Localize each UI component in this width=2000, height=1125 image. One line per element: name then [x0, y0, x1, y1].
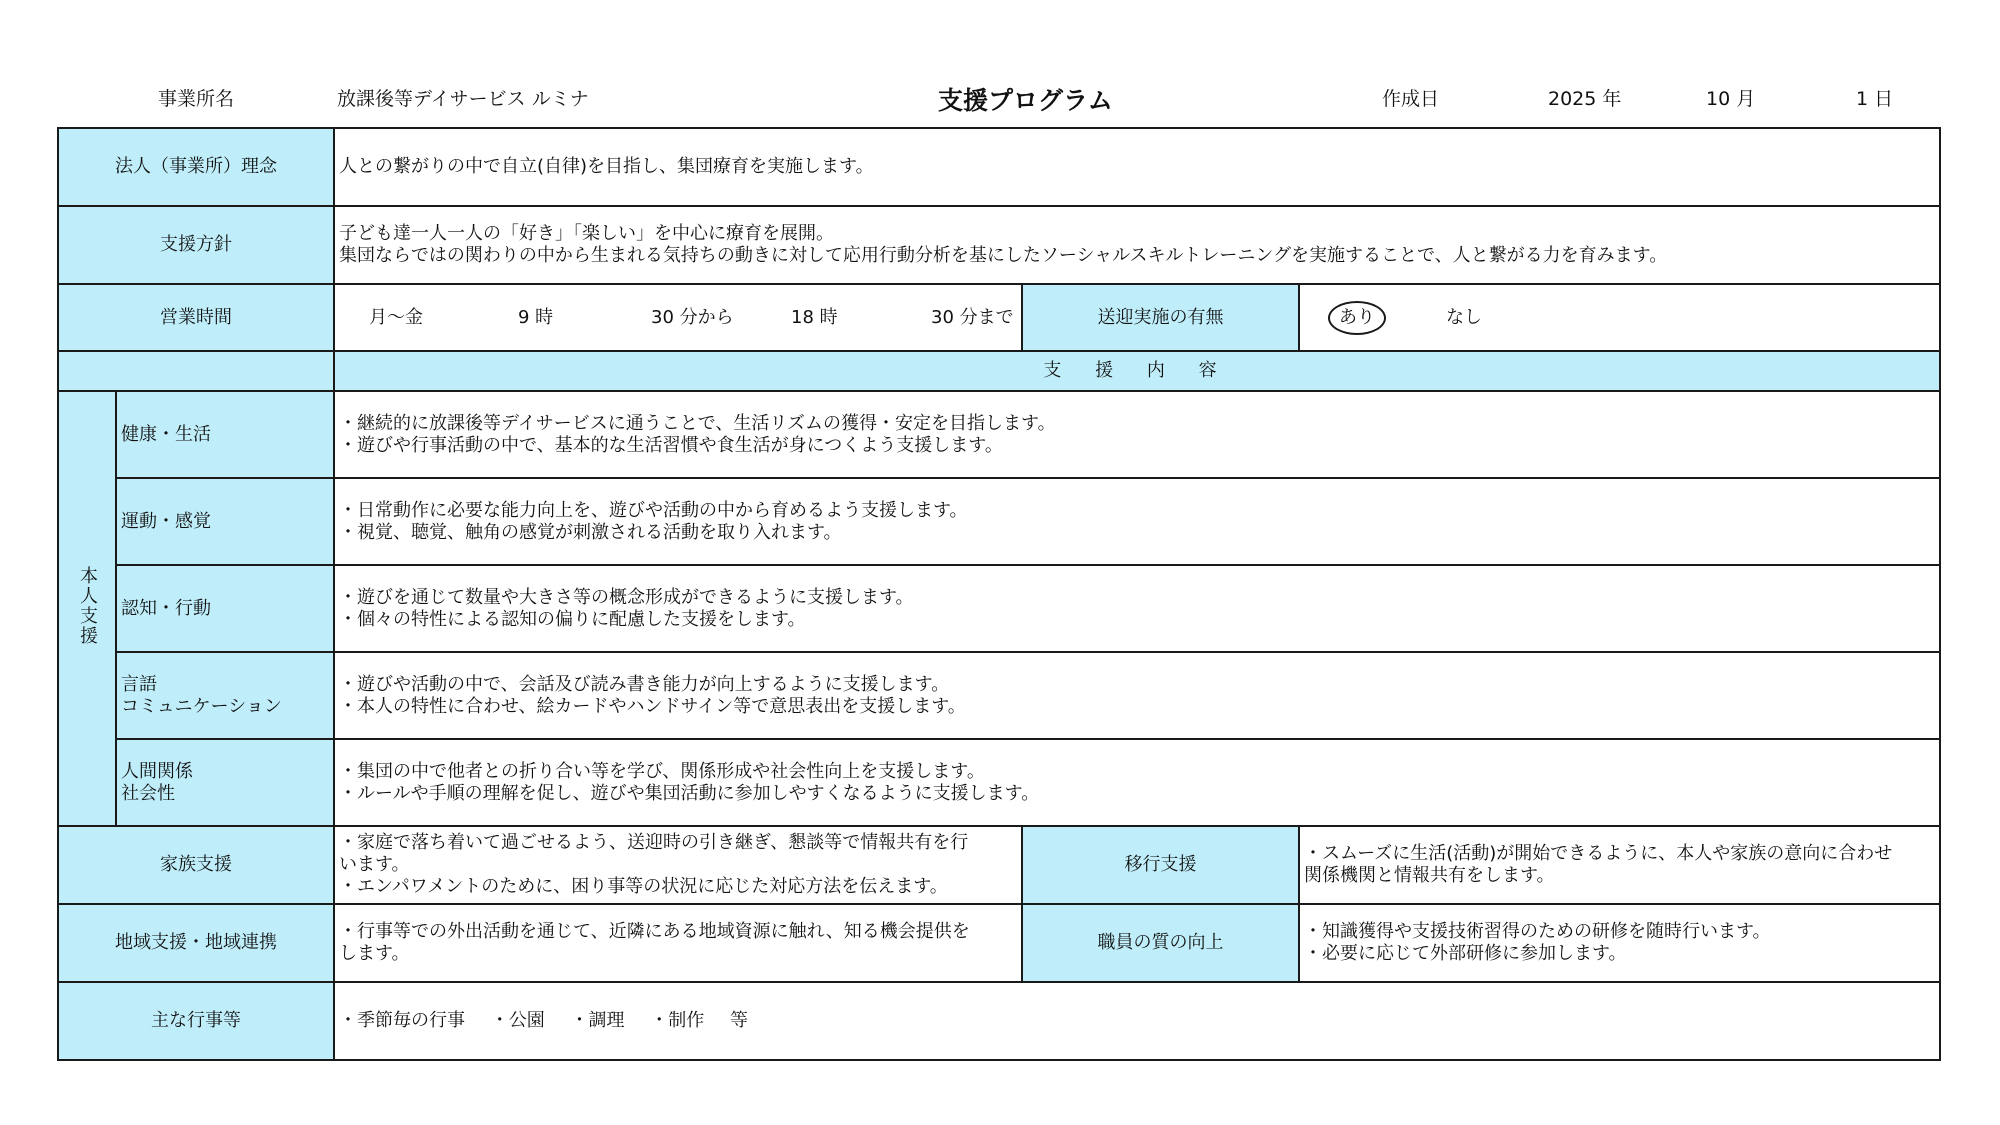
- personal-support-group-label: 本人支援: [58, 391, 116, 826]
- policy-text: [334, 206, 1940, 284]
- philosophy-label: 法人（事業所）理念: [58, 128, 334, 206]
- events-row: [58, 982, 1940, 1060]
- event-item: ・公園: [490, 1010, 545, 1031]
- cognition-behavior-label: 認知・行動: [116, 565, 334, 652]
- philosophy-text: 人との繋がりの中で自立(自律)を目指し、集団療育を実施します。: [334, 128, 1940, 206]
- created-year: 2025 年: [1548, 88, 1622, 110]
- event-item: 等: [729, 1010, 748, 1031]
- page-title: 支援プログラム: [938, 86, 1113, 115]
- transport-value: [1299, 284, 1940, 351]
- support-content-header-row: [58, 351, 1940, 391]
- hours-days: 月～金: [369, 306, 423, 328]
- policy-line-1: 子ども達一人一人の「好き」「楽しい」を中心に療育を展開。: [339, 223, 834, 244]
- motor-sense-label: 運動・感覚: [116, 478, 334, 565]
- transport-no: なし: [1446, 306, 1482, 328]
- family-transition-row: [58, 826, 1940, 904]
- personal-row-social: [58, 739, 1940, 826]
- health-life-text: ・継続的に放課後等デイサービスに通うことで、生活リズムの獲得・安定を目指します。 ・遊びや行事活動の中で、基本的な生活習慣や食生活が身につくよう支援します。: [334, 391, 1940, 478]
- personal-row-language: [58, 652, 1940, 739]
- hours-start-hour: 9 時: [518, 306, 554, 328]
- personal-row-health: [58, 391, 1940, 478]
- support-program-table: [57, 127, 1941, 1061]
- transition-support-label: 移行支援: [1022, 826, 1299, 904]
- hours-start-minute: 30 分から: [651, 306, 734, 328]
- language-communication-label: 言語 コミュニケーション: [116, 652, 334, 739]
- created-date-label: 作成日: [1382, 88, 1440, 110]
- philosophy-row: [58, 128, 1940, 206]
- community-staff-row: [58, 904, 1940, 982]
- events-label: 主な行事等: [58, 982, 334, 1060]
- family-support-text: ・家庭で落ち着いて過ごせるよう、送迎時の引き継ぎ、懇談等で情報共有を行 います。 ・エンパワメントのために、困り事等の状況に応じた対応方法を伝えます。: [334, 826, 1022, 904]
- family-support-label: 家族支援: [58, 826, 334, 904]
- language-communication-text: ・遊びや活動の中で、会話及び読み書き能力が向上するように支援します。 ・本人の特性に合わせ、絵カードやハンドサイン等で意思表出を支援します。: [334, 652, 1940, 739]
- support-content-header: 支 援 内 容: [334, 351, 1940, 391]
- transition-support-text: ・スムーズに生活(活動)が開始できるように、本人や家族の意向に合わせ 関係機関と情報共有をします。: [1299, 826, 1940, 904]
- hours-row: [58, 284, 1940, 351]
- hours-end-hour: 18 時: [791, 306, 838, 328]
- motor-sense-text: ・日常動作に必要な能力向上を、遊びや活動の中から育めるよう支援します。 ・視覚、聴覚、触角の感覚が刺激される活動を取り入れます。: [334, 478, 1940, 565]
- hours-label: 営業時間: [58, 284, 334, 351]
- policy-line-2: 集団ならではの関わりの中から生まれる気持ちの動きに対して応用行動分析を基にしたソーシャルスキルトレーニングを実施することで、人と繋がる力を育みます。: [339, 245, 1668, 266]
- staff-quality-label: 職員の質の向上: [1022, 904, 1299, 982]
- event-item: ・制作: [650, 1010, 705, 1031]
- events-text: [334, 982, 1940, 1060]
- office-name-label: 事業所名: [158, 88, 235, 110]
- community-support-label: 地域支援・地域連携: [58, 904, 334, 982]
- policy-label: 支援方針: [58, 206, 334, 284]
- transport-label: 送迎実施の有無: [1022, 284, 1299, 351]
- event-item: ・調理: [570, 1010, 625, 1031]
- created-day: 1 日: [1856, 88, 1894, 110]
- created-month: 10 月: [1706, 88, 1756, 110]
- hours-end-minute: 30 分まで: [931, 306, 1014, 328]
- relationships-social-label: 人間関係 社会性: [116, 739, 334, 826]
- personal-row-motor: [58, 478, 1940, 565]
- support-content-header-blank: [58, 351, 334, 391]
- policy-row: [58, 206, 1940, 284]
- transport-yes-circled: あり: [1328, 301, 1386, 335]
- office-name-value: 放課後等デイサービス ルミナ: [337, 88, 589, 110]
- cognition-behavior-text: ・遊びを通じて数量や大きさ等の概念形成ができるように支援します。 ・個々の特性による認知の偏りに配慮した支援をします。: [334, 565, 1940, 652]
- personal-row-cognition: [58, 565, 1940, 652]
- relationships-social-text: ・集団の中で他者との折り合い等を学び、関係形成や社会性向上を支援します。 ・ルールや手順の理解を促し、遊びや集団活動に参加しやすくなるように支援します。: [334, 739, 1940, 826]
- staff-quality-text: ・知識獲得や支援技術習得のための研修を随時行います。 ・必要に応じて外部研修に参加します。: [1299, 904, 1940, 982]
- health-life-label: 健康・生活: [116, 391, 334, 478]
- community-support-text: ・行事等での外出活動を通じて、近隣にある地域資源に触れ、知る機会提供を します。: [334, 904, 1022, 982]
- hours-value: [334, 284, 1022, 351]
- event-item: ・季節毎の行事: [339, 1010, 465, 1031]
